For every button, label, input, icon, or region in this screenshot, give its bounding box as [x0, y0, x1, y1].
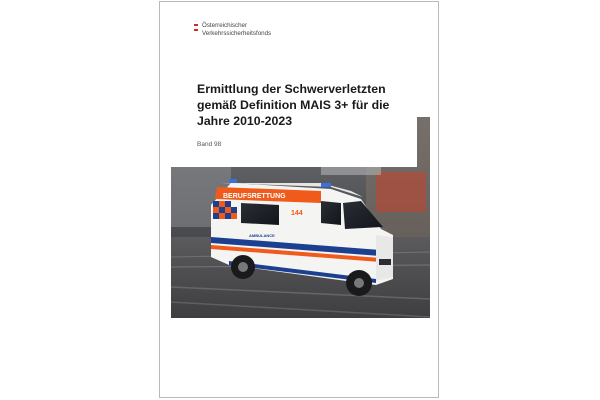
document-title-line1: Ermittlung der Schwerverletzten [197, 82, 386, 96]
publisher-name-line2: Verkehrssicherheitsfonds [202, 29, 272, 37]
document-title-line2: gemäß Definition MAIS 3+ für die [197, 98, 390, 112]
publisher-name [202, 22, 271, 37]
ambulance-side-text: AMBULANCE [249, 233, 275, 238]
publisher-logo [194, 22, 271, 37]
document-cover-page [159, 1, 439, 398]
volume-number: Band 98 [197, 141, 222, 148]
publisher-name-line1: Österreichischer [202, 22, 248, 29]
document-title [197, 81, 412, 129]
title-panel [171, 73, 417, 167]
ambulance-roof-text: BERUFSRETTUNG [223, 193, 286, 200]
document-title-line3: Jahre 2010-2023 [197, 114, 293, 128]
ambulance-number: 144 [291, 210, 303, 217]
austrian-flag-icon [194, 24, 198, 31]
